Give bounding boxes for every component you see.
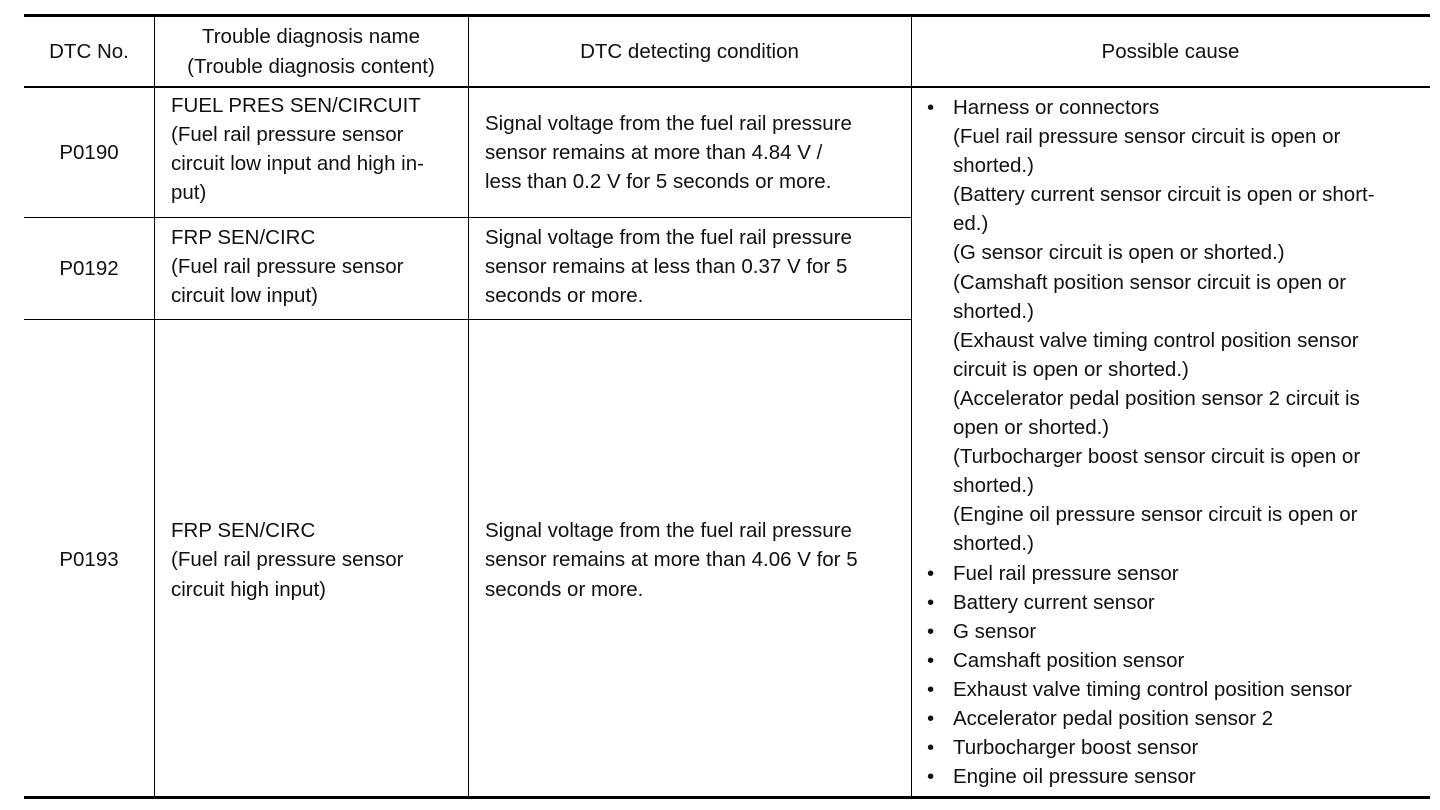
- cause-item-label: Exhaust valve timing control position sensor: [953, 677, 1352, 701]
- column-divider: [154, 17, 155, 796]
- cause-detail-line: shorted.): [953, 474, 1034, 498]
- condition-line: seconds or more.: [485, 284, 644, 308]
- trouble-name-line: (Fuel rail pressure sensor: [171, 548, 404, 572]
- trouble-name-line: (Fuel rail pressure sensor: [171, 255, 404, 279]
- header-condition: [468, 17, 911, 86]
- trouble-name-line: put): [171, 181, 207, 205]
- cause-item-harness: [927, 93, 1427, 559]
- cause-detail-line: circuit is open or shorted.): [953, 357, 1189, 381]
- cause-detail-line: ed.): [953, 212, 989, 236]
- cause-item: [927, 646, 1427, 675]
- trouble-name-line: FRP SEN/CIRC: [171, 226, 316, 249]
- cause-detail-line: (Exhaust valve timing control position sensor: [953, 328, 1359, 352]
- cause-detail-line: shorted.): [953, 154, 1034, 178]
- header-trouble-content-label: (Trouble diagnosis content): [187, 54, 435, 78]
- cause-detail-line: (Accelerator pedal position sensor 2 circuit is: [953, 386, 1360, 410]
- trouble-name-line: FUEL PRES SEN/CIRCUIT: [171, 94, 421, 117]
- cause-item-label: G sensor: [953, 619, 1037, 643]
- dtc-table: [24, 14, 1430, 799]
- column-divider: [911, 17, 912, 796]
- bullet-icon: •: [927, 648, 935, 672]
- dtc-code: P0190: [59, 140, 119, 164]
- trouble-name-cell: [171, 91, 466, 207]
- cause-item-label: Engine oil pressure sensor: [953, 765, 1196, 789]
- header-trouble-name: [154, 17, 468, 86]
- cause-detail-line: (G sensor circuit is open or shorted.): [953, 241, 1285, 265]
- trouble-name-cell: [171, 321, 466, 799]
- dtc-code: P0193: [59, 548, 119, 572]
- cause-item: [927, 675, 1427, 704]
- header-dtc-no: [24, 17, 154, 86]
- trouble-name-cell: [171, 223, 466, 310]
- condition-cell: [485, 223, 909, 310]
- header-dtc-no-label: DTC No.: [49, 39, 129, 63]
- bullet-icon: •: [927, 677, 935, 701]
- bullet-icon: •: [927, 736, 935, 760]
- condition-line: sensor remains at more than 4.84 V /: [485, 140, 823, 164]
- bullet-icon: •: [927, 96, 935, 119]
- cause-detail-line: open or shorted.): [953, 416, 1110, 440]
- cause-item-label: Turbocharger boost sensor: [953, 736, 1199, 760]
- trouble-name-line: circuit low input and high in-: [171, 152, 424, 176]
- cause-detail-line: (Fuel rail pressure sensor circuit is open or: [953, 125, 1341, 149]
- cause-item-label: Battery current sensor: [953, 590, 1155, 614]
- cause-detail-line: (Turbocharger boost sensor circuit is open or: [953, 445, 1361, 469]
- condition-line: Signal voltage from the fuel rail pressure: [485, 111, 852, 135]
- table-row-dtc: [24, 88, 154, 217]
- header-cause: [911, 17, 1430, 86]
- bullet-icon: •: [927, 706, 935, 730]
- cause-detail-line: (Camshaft position sensor circuit is open or: [953, 270, 1347, 294]
- condition-line: sensor remains at less than 0.37 V for 5: [485, 255, 848, 279]
- column-divider: [468, 17, 469, 796]
- cause-item: [927, 588, 1427, 617]
- header-cause-label: Possible cause: [1101, 39, 1240, 63]
- cause-item: [927, 704, 1427, 733]
- cause-item-label: Accelerator pedal position sensor 2: [953, 706, 1274, 730]
- bullet-icon: •: [927, 590, 935, 614]
- row-divider: [24, 217, 911, 218]
- table-row-dtc: [24, 219, 154, 319]
- cause-item: [927, 617, 1427, 646]
- condition-line: Signal voltage from the fuel rail pressure: [485, 519, 852, 543]
- cause-item: [927, 762, 1427, 791]
- cause-detail-line: (Battery current sensor circuit is open or short-: [953, 183, 1375, 207]
- condition-cell: [485, 88, 909, 217]
- bullet-icon: •: [927, 561, 935, 585]
- condition-line: Signal voltage from the fuel rail pressure: [485, 226, 852, 249]
- cause-detail-line: shorted.): [953, 299, 1034, 323]
- row-divider: [24, 319, 911, 320]
- cause-title: Harness or connectors: [953, 96, 1160, 119]
- cause-item: [927, 559, 1427, 588]
- cause-detail-line: (Engine oil pressure sensor circuit is open or: [953, 503, 1358, 527]
- table-row-dtc: [24, 321, 154, 799]
- condition-line: less than 0.2 V for 5 seconds or more.: [485, 170, 832, 194]
- cause-item: [927, 733, 1427, 762]
- cause-item-label: Fuel rail pressure sensor: [953, 561, 1179, 585]
- cause-detail-line: shorted.): [953, 532, 1034, 556]
- trouble-name-line: circuit high input): [171, 577, 326, 601]
- bullet-icon: •: [927, 765, 935, 789]
- possible-cause-cell: [927, 93, 1427, 791]
- trouble-name-line: circuit low input): [171, 284, 318, 308]
- dtc-code: P0192: [59, 257, 119, 281]
- condition-line: seconds or more.: [485, 577, 644, 601]
- trouble-name-line: (Fuel rail pressure sensor: [171, 123, 404, 147]
- header-condition-label: DTC detecting condition: [580, 39, 799, 63]
- condition-cell: [485, 321, 909, 799]
- bullet-icon: •: [927, 619, 935, 643]
- header-trouble-name-label: Trouble diagnosis name: [201, 25, 421, 49]
- condition-line: sensor remains at more than 4.06 V for 5: [485, 548, 858, 572]
- cause-item-label: Camshaft position sensor: [953, 648, 1185, 672]
- trouble-name-line: FRP SEN/CIRC: [171, 519, 316, 543]
